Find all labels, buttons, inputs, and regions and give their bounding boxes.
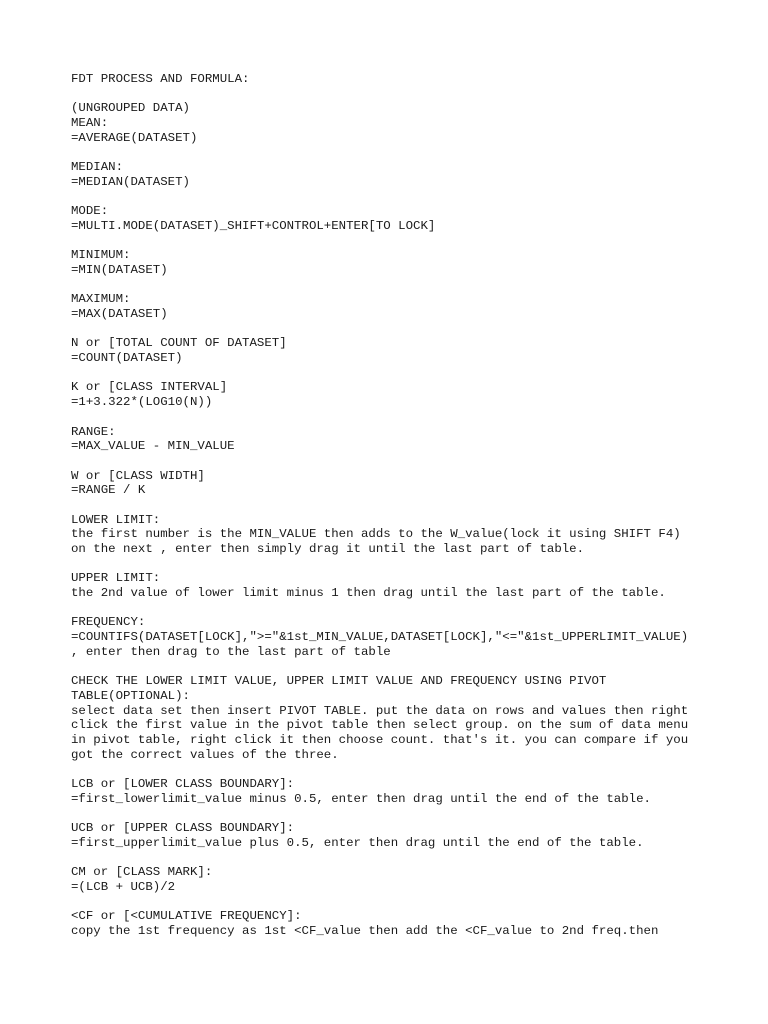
text-line: LOWER LIMIT: [71,512,161,527]
blank-line [71,366,731,381]
text-line: got the correct values of the three. [71,747,339,762]
text-line: MEAN: [71,116,109,131]
text-line: select data set then insert PIVOT TABLE. put the data on rows and values then right [71,703,689,718]
blank-line [71,145,731,160]
text-line: =MIN(DATASET) [71,262,168,277]
text-line: N or [TOTAL COUNT OF DATASET] [71,336,287,351]
text-line: =AVERAGE(DATASET) [71,130,198,145]
text-line: UCB or [UPPER CLASS BOUNDARY]: [71,821,295,836]
text-line: =COUNTIFS(DATASET[LOCK],">="&1st_MIN_VALUE,DATASET[LOCK],"<="&1st_UPPERLIMIT_VALUE) [71,630,689,645]
text-line: UPPER LIMIT: [71,571,161,586]
text-line: CM or [CLASS MARK]: [71,865,213,880]
text-line: =MEDIAN(DATASET) [71,174,190,189]
blank-line [71,762,731,777]
blank-line [71,557,731,572]
text-line: =(LCB + UCB)/2 [71,879,176,894]
text-line: the first number is the MIN_VALUE then adds to the W_value(lock it using SHIFT F4) [71,527,681,542]
blank-line [71,190,731,205]
text-line: =MAX_VALUE - MIN_VALUE [71,439,235,454]
text-line: MAXIMUM: [71,292,131,307]
blank-line [71,498,731,513]
text-line: =1+3.322*(LOG10(N)) [71,395,213,410]
blank-line [71,806,731,821]
blank-line [71,895,731,910]
text-line: K or [CLASS INTERVAL] [71,380,228,395]
text-line: MINIMUM: [71,248,131,263]
text-line: , enter then drag to the last part of table [71,644,391,659]
blank-line [71,234,731,249]
blank-line [71,87,731,102]
text-line: MODE: [71,204,109,219]
text-line: FREQUENCY: [71,615,146,630]
text-line: the 2nd value of lower limit minus 1 then drag until the last part of the table. [71,586,666,601]
text-line: W or [CLASS WIDTH] [71,468,205,483]
text-line: click the first value in the pivot table then select group. on the sum of data menu [71,718,689,733]
text-line: <CF or [<CUMULATIVE FREQUENCY]: [71,909,302,924]
blank-line [71,278,731,293]
text-line: in pivot table, right click it then choose count. that's it. you can compare if you [71,732,689,747]
text-line: on the next , enter then simply drag it until the last part of table. [71,542,585,556]
text-line: =COUNT(DATASET) [71,351,183,366]
text-line: MEDIAN: [71,160,124,175]
text-line: LCB or [LOWER CLASS BOUNDARY]: [71,777,295,791]
document-body [71,72,731,939]
text-line: copy the 1st frequency as 1st <CF_value then add the <CF_value to 2nd freq.then [71,923,659,938]
blank-line [71,850,731,865]
text-line: CHECK THE LOWER LIMIT VALUE, UPPER LIMIT VALUE AND FREQUENCY USING PIVOT [71,674,607,689]
text-line: =MULTI.MODE(DATASET)_SHIFT+CONTROL+ENTER[TO LOCK] [71,218,436,233]
text-line: =RANGE / K [71,483,146,498]
blank-line [71,454,731,469]
text-line: =first_upperlimit_value plus 0.5, enter then drag until the end of the table. [71,835,644,850]
blank-line [71,601,731,616]
text-line: (UNGROUPED DATA) [71,101,190,116]
blank-line [71,410,731,425]
text-line: TABLE(OPTIONAL): [71,688,190,703]
blank-line [71,322,731,337]
text-line: =MAX(DATASET) [71,307,168,321]
text-line: FDT PROCESS AND FORMULA: [71,72,250,86]
blank-line [71,660,731,675]
text-line: RANGE: [71,424,116,439]
text-line: =first_lowerlimit_value minus 0.5, enter then drag until the end of the table. [71,791,651,806]
